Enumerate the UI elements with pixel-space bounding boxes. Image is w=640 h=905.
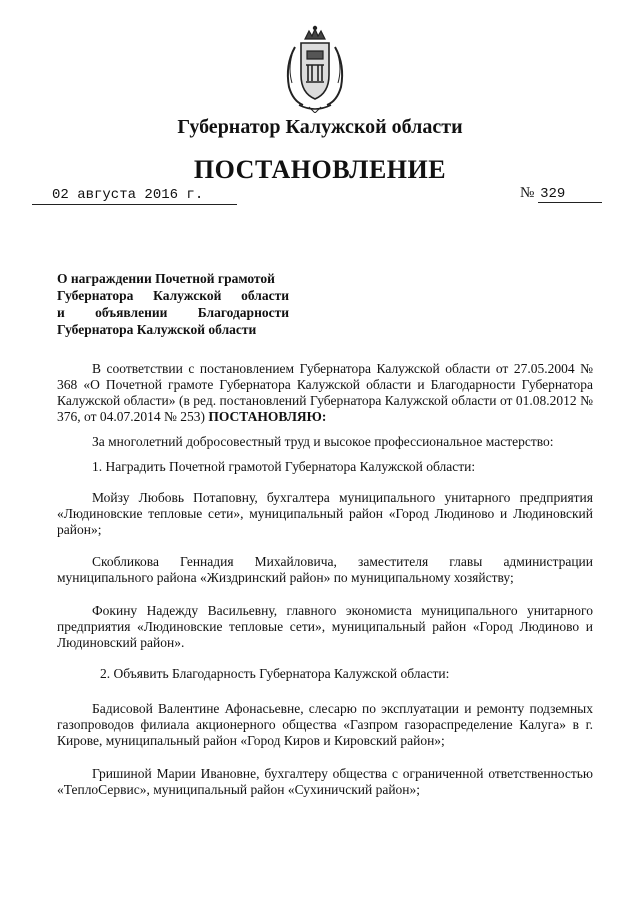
award-item-text: Фокину Надежду Васильевну, главного экономиста муниципального унитарного предприятия «Людиновские тепловые сети», муниципальный район «Город Людиново и Людиновский район». <box>57 603 593 650</box>
reason-paragraph: За многолетний добросовестный труд и высокое профессиональное мастерство: <box>92 434 554 449</box>
subject-line: Губернатора Калужской области <box>57 288 289 303</box>
preamble-paragraph <box>57 361 593 425</box>
number-value: 329 <box>538 186 602 203</box>
subject-line: О награждении Почетной грамотой <box>57 271 275 286</box>
document-number <box>520 185 604 203</box>
preamble-text: В соответствии с постановлением Губернатора Калужской области от 27.05.2004 № 368 «О Почетной грамоте Губернатора Калужской области и Благодарности Губернатора Калужской области» (в ред. постановлений Губернатора Калужской области от 01.08.2012 № 376, от 04.07.2014 № 253) <box>57 361 593 424</box>
document-date: 02 августа 2016 г. <box>32 187 237 205</box>
number-sign: № <box>520 185 535 201</box>
document-type-title: ПОСТАНОВЛЕНИЕ <box>193 155 447 184</box>
gratitude-item <box>57 766 593 798</box>
gratitude-item-text: Гришиной Марии Ивановне, бухгалтеру общества с ограниченной ответственностью «ТеплоСервис», муниципальный район «Сухиничский район»; <box>57 766 593 797</box>
document-subject <box>57 270 289 338</box>
coat-of-arms-icon <box>279 25 351 113</box>
gratitude-item-text: Бадисовой Валентине Афонасьевне, слесарю по эксплуатации и ремонту подземных газопроводов филиала акционерного общества «Газпром газораспределение Калуга» в г. Кирове, муниципальный район «Город Киров и Кировский район»; <box>57 701 593 748</box>
gratitude-item <box>57 701 593 749</box>
section1-heading: 1. Наградить Почетной грамотой Губернатора Калужской области: <box>92 459 476 474</box>
issuing-authority: Губернатор Калужской области <box>177 116 463 138</box>
award-item <box>57 554 593 586</box>
subject-line: Губернатора Калужской области <box>57 322 257 337</box>
section2-heading: 2. Объявить Благодарность Губернатора Калужской области: <box>100 666 450 681</box>
award-item-text: Мойзу Любовь Потаповну, бухгалтера муниципального унитарного предприятия «Людиновские тепловые сети», муниципальный район «Город Людиново и Людиновский район»; <box>57 490 593 537</box>
resolve-keyword: ПОСТАНОВЛЯЮ: <box>208 409 327 424</box>
award-item <box>57 490 593 538</box>
award-item <box>57 603 593 651</box>
award-item-text: Скобликова Геннадия Михайловича, заместителя главы администрации муниципального района «Жиздринский район» по муниципальному хозяйству; <box>57 554 593 585</box>
subject-line: и объявлении Благодарности <box>57 305 289 320</box>
